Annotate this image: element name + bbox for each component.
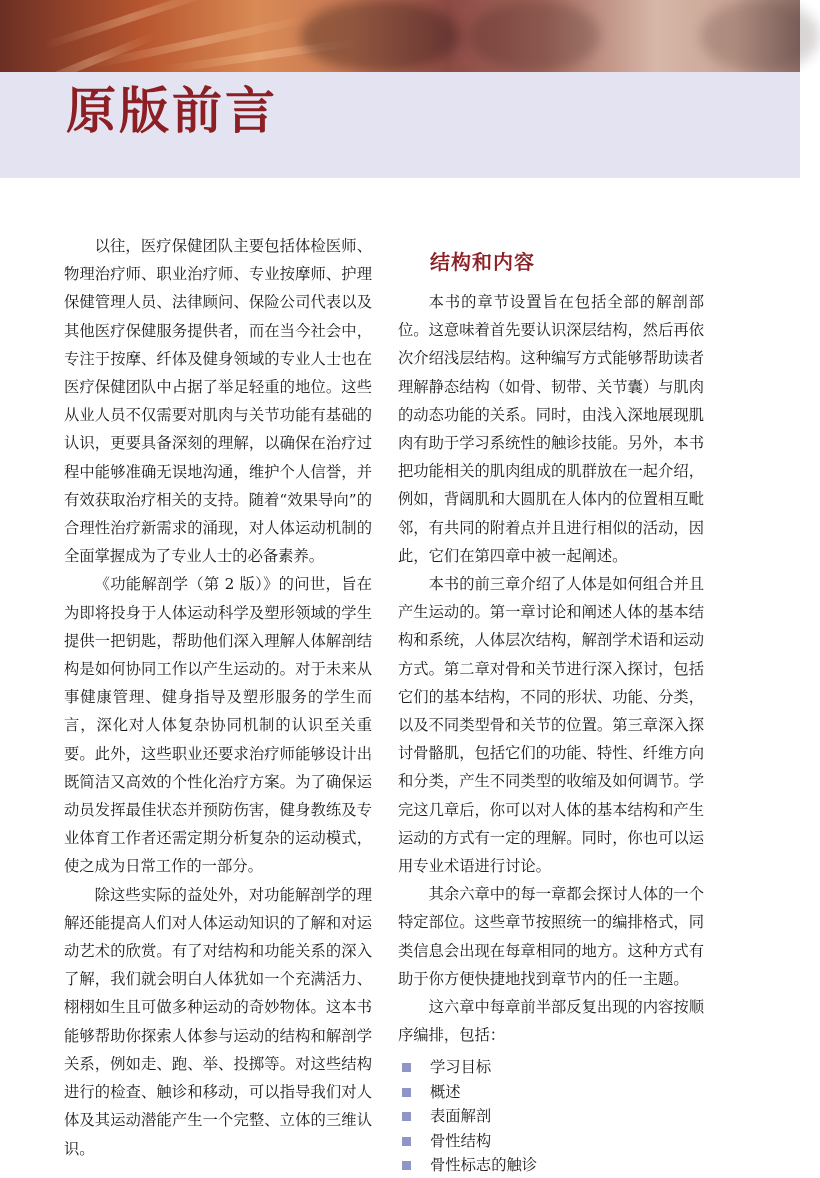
list-item: [398, 1129, 704, 1154]
list-item: [398, 1080, 704, 1105]
paragraph: 《功能解剖学（第 2 版）》的问世，旨在为即将投身于人体运动科学及塑形领域的学生提供一把钥匙，帮助他们深入理解人体解剖结构是如何协同工作以产生运动的。对于未来从事健康管理、健身指导及塑形服务的学生而言，深化对人体复杂协同机制的认识至关重要。此外，这些职业还要求治疗师能够设计出既简洁又高效的个性化治疗方案。为了确保运动员发挥最佳状态并预防伤害，健身教练及专业体育工作者还需定期分析复杂的运动模式，使之成为日常工作的一部分。: [64, 575, 372, 876]
anatomy-header-image: [0, 0, 800, 72]
list-item-label: 骨性结构: [430, 1131, 492, 1150]
left-column: [64, 232, 372, 1163]
list-item: [398, 1153, 704, 1178]
right-column: [398, 288, 704, 1178]
square-bullet-icon: [402, 1088, 411, 1097]
square-bullet-icon: [402, 1063, 411, 1072]
list-item-label: 表面解剖: [430, 1107, 492, 1126]
square-bullet-icon: [402, 1161, 411, 1170]
paragraph: 以往，医疗保健团队主要包括体检医师、物理治疗师、职业治疗师、专业按摩师、护理保健管理人员、法律顾问、保险公司代表以及其他医疗保健服务提供者，而在当今社会中，专注于按摩、纤体及健身领域的专业人士也在医疗保健团队中占据了举足轻重的地位。这些从业人员不仅需要对肌肉与关节功能有基础的认识，更要具备深刻的理解，以确保在治疗过程中能够准确无误地沟通，维护个人信誉，并有效获取治疗相关的支持。随着“效果导向”的合理性治疗新需求的涌现，对人体运动机制的全面掌握成为了专业人士的必备素养。: [64, 237, 372, 566]
paragraph: 这六章中每章前半部反复出现的内容按顺序编排，包括：: [398, 998, 704, 1045]
square-bullet-icon: [402, 1112, 411, 1121]
list-item-label: 学习目标: [430, 1058, 492, 1077]
square-bullet-icon: [402, 1137, 411, 1146]
section-heading: 结构和内容: [430, 250, 535, 274]
paragraph: 其余六章中的每一章都会探讨人体的一个特定部位。这些章节按照统一的编排格式，同类信息会出现在每章相同的地方。这种方式有助于你方便快捷地找到章节内的任一主题。: [398, 885, 704, 988]
page-title: 原版前言: [66, 81, 278, 140]
paragraph: 本书的章节设置旨在包括全部的解剖部位。这意味着首先要认识深层结构，然后再依次介绍浅层结构。这种编写方式能够帮助读者理解静态结构（如骨、韧带、关节囊）与肌肉的动态功能的关系。同时，由浅入深地展现肌肉有助于学习系统性的触诊技能。另外，本书把功能相关的肌肉组成的肌群放在一起介绍，例如，背阔肌和大圆肌在人体内的位置相互毗邻，有共同的附着点并且进行相似的活动，因此，它们在第四章中被一起阐述。: [398, 293, 704, 565]
list-item: [398, 1055, 704, 1080]
paragraph: 除这些实际的益处外，对功能解剖学的理解还能提高人们对人体运动知识的了解和对运动艺术的欣赏。有了对结构和功能关系的深入了解，我们就会明白人体犹如一个充满活力、栩栩如生且可做多种运动的奇妙物体。这本书能够帮助你探索人体参与运动的结构和解剖学关系，例如走、跑、举、投掷等。对这些结构进行的检查、触诊和移动，可以指导我们对人体及其运动潜能产生一个完整、立体的三维认识。: [64, 885, 372, 1158]
list-item-label: 骨性标志的触诊: [430, 1156, 538, 1175]
list-item-label: 概述: [430, 1082, 461, 1101]
paragraph: 本书的前三章介绍了人体是如何组合并且产生运动的。第一章讨论和阐述人体的基本结构和系统，人体层次结构，解剖学术语和运动方式。第二章对骨和关节进行深入探讨，包括它们的基本结构，不同的形状、功能、分类，以及不同类型骨和关节的位置。第三章深入探讨骨骼肌，包括它们的功能、特性、纤维方向和分类，产生不同类型的收缩及如何调节。学完这几章后，你可以对人体的基本结构和产生运动的方式有一定的理解。同时，你也可以运用专业术语进行讨论。: [398, 575, 704, 876]
list-item: [398, 1104, 704, 1129]
content-list: [398, 1055, 704, 1178]
